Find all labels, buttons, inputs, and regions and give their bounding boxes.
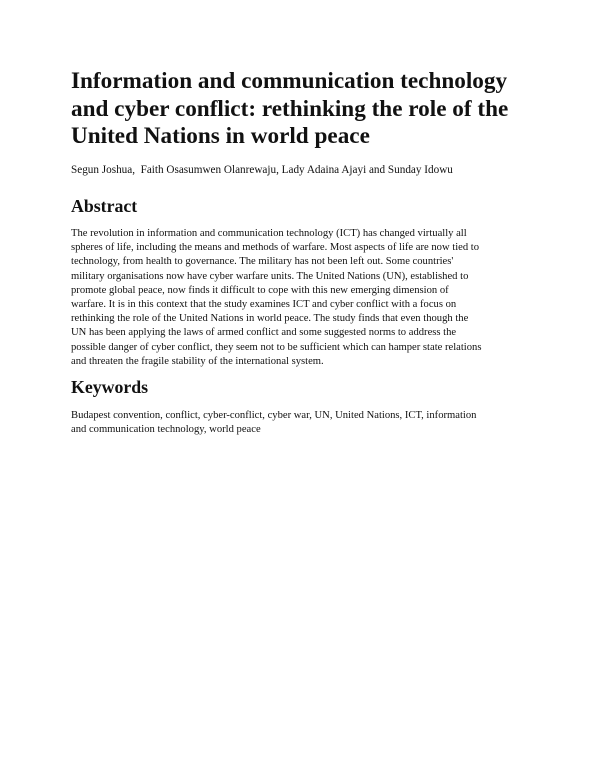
abstract-heading: Abstract bbox=[71, 196, 138, 216]
abstract-text: The revolution in information and communication technology (ICT) has changed virtually all spheres of life, including the means and methods of warfare. Most aspects of life are now tied to technology, from health to governance. The military has not been left out. Some countries' military organisations now have cyber warfare units. The United Nations (UN), established to promote global peace, now finds it difficult to cope with this new emerging dimension of warfare. It is in this context that the study examines ICT and cyber conflict with a focus on rethinking the role of the United Nations in world peace. The study finds that even though the UN has been applying the laws of armed conflict and some suggested norms to address the possible danger of cyber conflict, they seem not to be sufficient which can hamper state relations and threaten the fragile stability of the international system. bbox=[71, 228, 482, 367]
keywords-heading: Keywords bbox=[71, 377, 149, 397]
paper-title: Information and communication technology and cyber conflict: rethinking the role of the United Nations in world peace bbox=[71, 68, 509, 149]
keywords-text: Budapest convention, conflict, cyber-conflict, cyber war, UN, United Nations, ICT, information and communication technology, world peace bbox=[71, 410, 477, 436]
author-list: Segun Joshua, Faith Osasumwen Olanrewaju, Lady Adaina Ajayi and Sunday Idowu bbox=[71, 164, 453, 176]
